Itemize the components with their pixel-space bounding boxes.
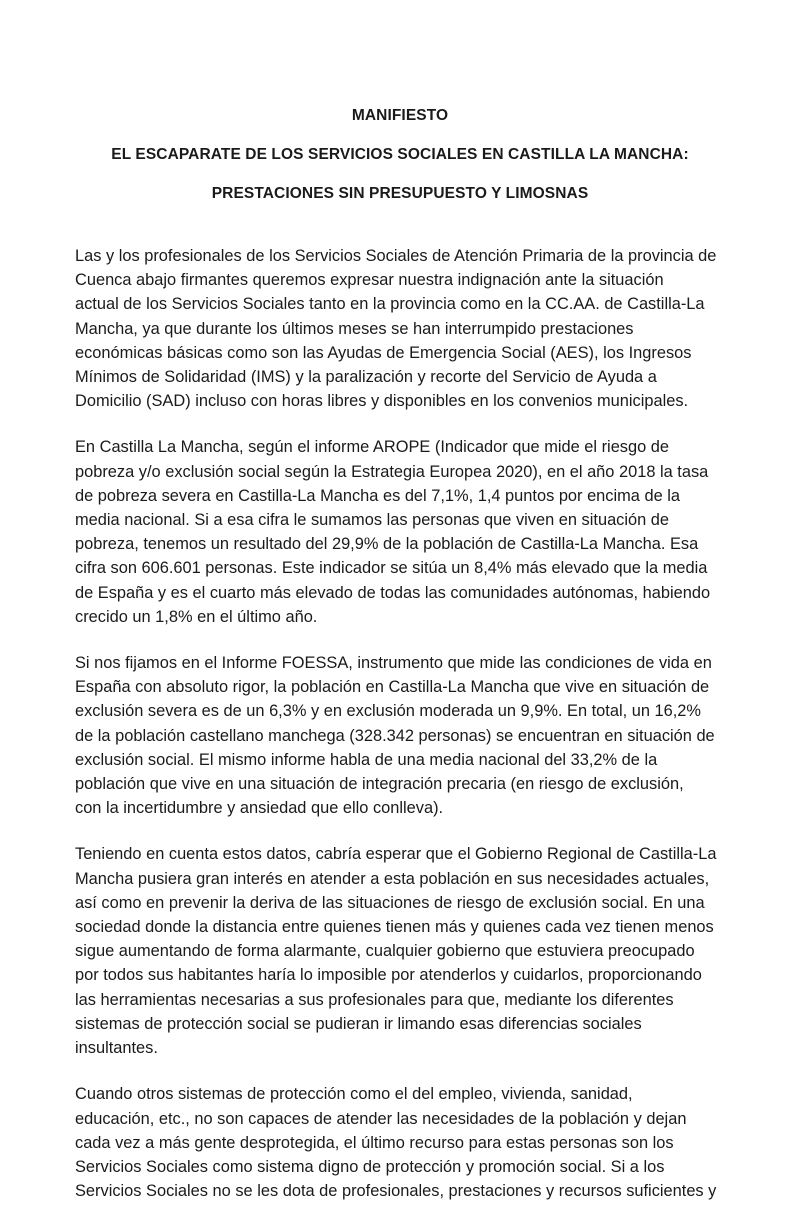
paragraph-arope — [75, 435, 725, 629]
paragraph-sistemas — [75, 1082, 725, 1203]
text-line: España con absoluto rigor, la población en Castilla-La Mancha que vive en situación de — [75, 678, 710, 697]
text-line: Las y los profesionales de los Servicios Sociales de Atención Primaria de la provincia de — [75, 247, 717, 265]
text-line: pobreza, tenemos un resultado del 29,9% de la población de Castilla-La Mancha. Esa — [75, 535, 699, 554]
text-line: educación, etc., no son capaces de atender las necesidades de la población y dejan — [75, 1109, 687, 1128]
text-line: En Castilla La Mancha, según el informe AROPE (Indicador que mide el riesgo de — [75, 438, 670, 457]
text-line: Mínimos de Solidaridad (IMS) y la paralización y recorte del Servicio de Ayuda a — [75, 368, 657, 387]
text-line: sigue aumentando de forma alarmante, cualquier gobierno que estuviera preocupado — [75, 942, 695, 961]
text-line: insultantes. — [75, 1039, 158, 1058]
text-line: Servicios Sociales no se les dota de profesionales, prestaciones y recursos suficientes y — [75, 1182, 717, 1201]
text-line: Cuando otros sistemas de protección como el del empleo, vivienda, sanidad, — [75, 1085, 633, 1104]
paragraph-foessa — [75, 651, 725, 820]
text-line: Cuenca abajo firmantes queremos expresar nuestra indignación ante la situación — [75, 271, 664, 290]
text-line: de pobreza severa en Castilla-La Mancha es del 7,1%, 1,4 puntos por encima de la — [75, 486, 680, 505]
text-line: población que vive en una situación de integración precaria (en riesgo de exclusión, — [75, 775, 684, 794]
text-line: Mancha pusiera gran interés en atender a esta población en sus necesidades actuales, — [75, 869, 710, 888]
text-line: media nacional. Si a esa cifra le sumamos las personas que viven en situación de — [75, 511, 670, 530]
text-line: cifra son 606.601 personas. Este indicador se sitúa un 8,4% más elevado que la media — [75, 559, 708, 578]
document-subtitle-2: PRESTACIONES SIN PRESUPUESTO Y LIMOSNAS — [211, 185, 589, 202]
text-line: exclusión social. El mismo informe habla de una media nacional del 33,2% de la — [75, 750, 658, 769]
text-line: Domicilio (SAD) incluso con horas libres y disponibles en los convenios municipales. — [75, 392, 689, 411]
document-body — [75, 244, 725, 1225]
text-line: actual de los Servicios Sociales tanto en la provincia como en la CC.AA. de Castilla-La — [75, 295, 705, 314]
text-line: de la población castellano manchega (328.342 personas) se encuentran en situación de — [75, 726, 715, 745]
text-line: Servicios Sociales como sistema digno de protección y promoción social. Si a los — [75, 1157, 665, 1176]
text-line: las herramientas necesarias a sus profesionales para que, mediante los diferentes — [75, 990, 674, 1009]
text-line: sistemas de protección social se pudieran ir limando esas diferencias sociales — [75, 1014, 642, 1033]
text-line: de España y es el cuarto más elevado de todas las comunidades autónomas, habiendo — [75, 583, 711, 602]
paragraph-gobierno — [75, 842, 725, 1060]
text-line: con la incertidumbre y ansiedad que ello conlleva). — [75, 799, 444, 818]
text-line: Mancha, ya que durante los últimos meses se han interrumpido prestaciones — [75, 319, 634, 338]
paragraph-intro — [75, 244, 725, 413]
text-line: sociedad donde la distancia entre quienes tienen más y quienes cada vez tienen menos — [75, 918, 714, 937]
document-subtitle: EL ESCAPARATE DE LOS SERVICIOS SOCIALES EN CASTILLA LA MANCHA: — [111, 146, 689, 163]
text-line: económicas básicas como son las Ayudas de Emergencia Social (AES), los Ingresos — [75, 343, 692, 362]
document-title: MANIFIESTO — [351, 107, 449, 124]
text-line: pobreza y/o exclusión social según la Estrategia Europea 2020), en el año 2018 la tasa — [75, 462, 709, 481]
text-line: Teniendo en cuenta estos datos, cabría esperar que el Gobierno Regional de Castilla-La — [75, 845, 717, 864]
text-line: así como en prevenir la deriva de las situaciones de riesgo de exclusión social. En una — [75, 893, 705, 912]
text-line: exclusión severa es de un 6,3% y en exclusión moderada un 9,9%. En total, un 16,2% — [75, 702, 701, 721]
text-line: por todos sus habitantes haría lo imposible por atenderlos y cuidarlos, proporcionando — [75, 966, 702, 985]
document-header — [0, 106, 800, 204]
text-line: cada vez a más gente desprotegida, el último recurso para estas personas son los — [75, 1133, 674, 1152]
text-line: crecido un 1,8% en el último año. — [75, 607, 318, 626]
text-line: Si nos fijamos en el Informe FOESSA, instrumento que mide las condiciones de vida en — [75, 654, 712, 673]
